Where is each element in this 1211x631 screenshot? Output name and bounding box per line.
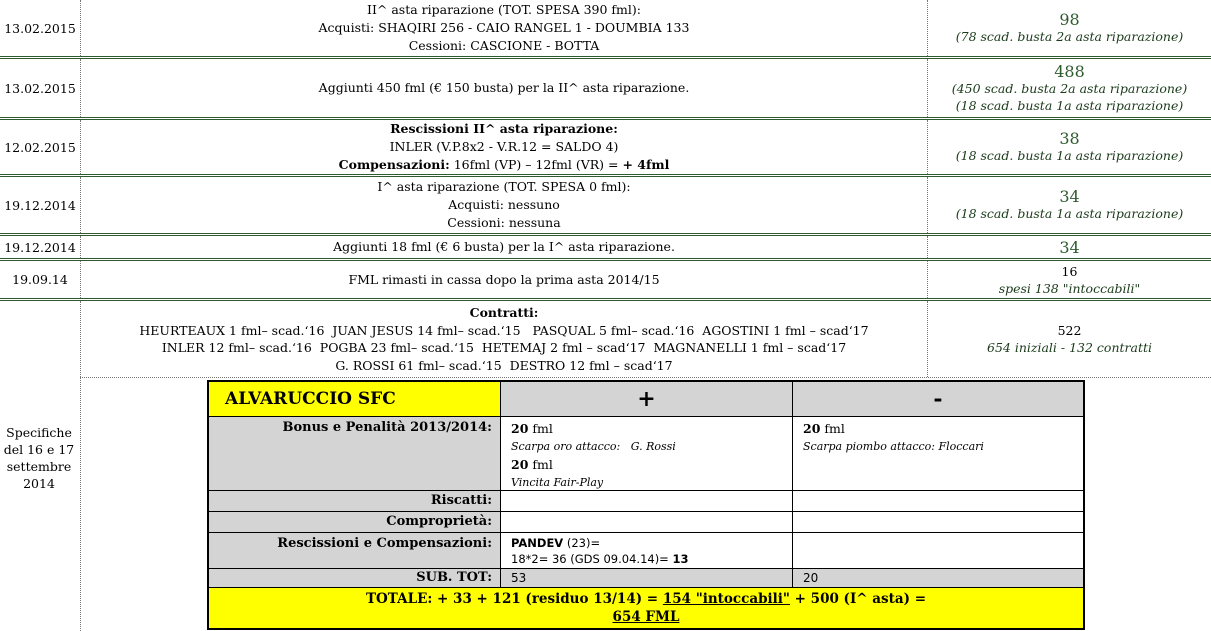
- total-row: TOTALE: + 33 + 121 (residuo 13/14) = 154 "intoccabili" + 500 (I^ asta) = 654 FML: [209, 588, 1083, 628]
- row-date: 13.02.2015: [4, 20, 76, 36]
- row-description: FML rimasti in cassa dopo la prima asta 2014/15: [348, 271, 660, 287]
- rescissioni-label: Rescissioni e Compensazioni:: [209, 533, 501, 568]
- subtotal-label: SUB. TOT:: [209, 569, 501, 587]
- ledger-row-5: [0, 236, 1211, 258]
- row-balance: 34: [1059, 237, 1080, 257]
- row-balance: 488 (450 scad. busta 2a asta riparazione) (18 scad. busta 1a asta riparazione): [951, 61, 1188, 113]
- ledger-row-2: [0, 59, 1211, 117]
- row-description: Aggiunti 450 fml (€ 150 busta) per la II^ asta riparazione.: [318, 80, 690, 95]
- total-final: 654 FML: [612, 609, 680, 625]
- bonus-label: Bonus e Penalità 2013/2014:: [209, 417, 501, 490]
- row-date: 19.12.2014: [4, 239, 76, 255]
- row-balance: 38 (18 scad. busta 1a asta riparazione): [955, 129, 1184, 163]
- ledger-row-3: [0, 120, 1211, 174]
- row-balance: 16 spesi 138 "intoccabili": [998, 263, 1141, 296]
- row-date: 12.02.2015: [4, 139, 76, 155]
- team-name: ALVARUCCIO SFC: [209, 382, 501, 416]
- bonus-plus-cell: 20 fml Scarpa oro attacco: G. Rossi 20 fml Vincita Fair-Play: [501, 417, 793, 490]
- row-date: 19.12.2014: [4, 197, 76, 213]
- riscatti-row: [209, 491, 1083, 512]
- plus-header: +: [501, 382, 793, 416]
- row-balance: 98 (78 scad. busta 2a asta riparazione): [955, 10, 1184, 44]
- row-description: I^ asta riparazione (TOT. SPESA 0 fml): Acquisti: nessuno Cessioni: nessuna: [377, 179, 631, 230]
- bonus-row: [209, 417, 1083, 491]
- rescissioni-row: [209, 533, 1083, 569]
- comproprieta-label: Comproprietà:: [209, 512, 501, 532]
- table-header: [209, 382, 1083, 417]
- subtotal-plus: 53: [501, 569, 793, 587]
- row-date: 19.09.14: [12, 272, 68, 287]
- rescissioni-plus-cell: PANDEV (23)= 18*2= 36 (GDS 09.04.14)= 13: [501, 533, 793, 568]
- contracts-list: Contratti: HEURTEAUX 1 fml– scad.‘16 JUAN JESUS 14 fml– scad.‘15 PASQUAL 5 fml– scad.‘16 AGOSTINI 1 fml – scad‘17 INLER 12 fml– scad.‘16 POGBA 23 fml– scad.‘15 HETEMAJ 2 fml – scad‘17 MAGNANELLI 1 fml – scad‘17 G. ROSSI 61 fml– scad.‘15 DESTRO 12 fml – scad‘17: [139, 305, 869, 373]
- column-line: [80, 377, 81, 631]
- row-divider: [80, 377, 1211, 378]
- ledger-row-6: [0, 261, 1211, 298]
- row-balance: 34 (18 scad. busta 1a asta riparazione): [955, 187, 1184, 221]
- row-description: II^ asta riparazione (TOT. SPESA 390 fml): Acquisti: SHAQIRI 256 - CAIO RANGEL 1 - DOUMBIA 133 Cessioni: CASCIONE - BOTTA: [318, 2, 690, 53]
- comproprieta-row: [209, 512, 1083, 533]
- row-date: 13.02.2015: [4, 80, 76, 96]
- bonus-minus-cell: 20 fml Scarpa piombo attacco: Floccari: [803, 421, 984, 453]
- ledger-row-contracts: [0, 301, 1211, 377]
- row-description: Rescissioni II^ asta riparazione: INLER (V.P.8x2 - V.R.12 = SALDO 4) Compensazioni: 16fml (VP) – 12fml (VR) = + 4fml: [338, 121, 670, 172]
- team-summary-table: [207, 380, 1085, 630]
- ledger-row-4: [0, 177, 1211, 233]
- subtotal-minus: 20: [803, 571, 819, 585]
- row-description: Aggiunti 18 fml (€ 6 busta) per la I^ asta riparazione.: [333, 239, 675, 254]
- minus-header: -: [933, 386, 943, 412]
- ledger-row-1: [0, 0, 1211, 56]
- riscatti-label: Riscatti:: [209, 491, 501, 511]
- row-balance: 522 654 iniziali - 132 contratti: [987, 323, 1152, 355]
- subtotal-row: [209, 569, 1083, 588]
- spec-label: Specifiche del 16 e 17 settembre 2014: [3, 425, 75, 491]
